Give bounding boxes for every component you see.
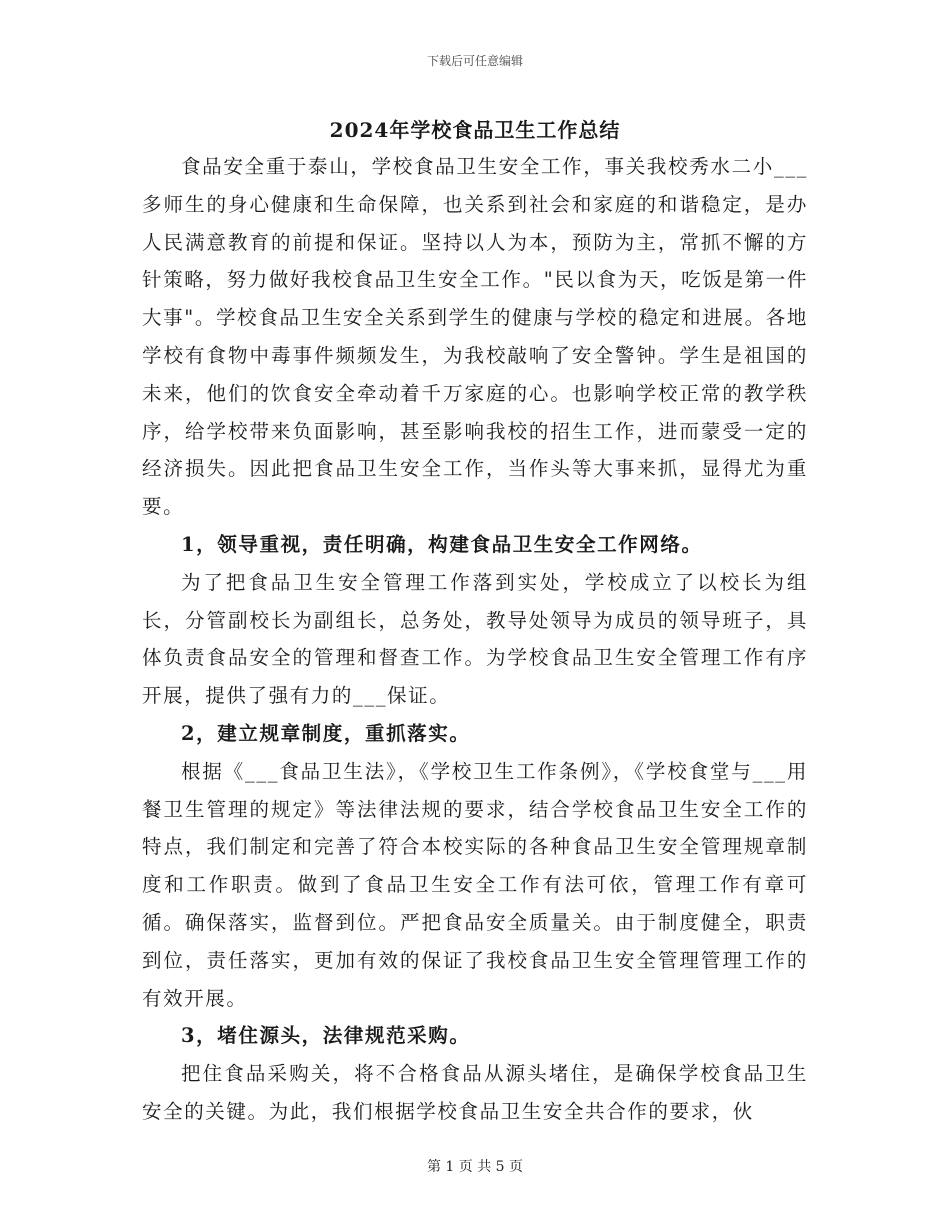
section-heading-2: 2，建立规章制度，重抓落实。 [181,721,471,745]
section-heading-3: 3，堵住源头，法律规范采购。 [181,1024,471,1048]
section-heading-1: 1，领导重视，责任明确，构建食品卫生安全工作网络。 [181,532,703,556]
section-paragraph-1: 为了把食品卫生安全管理工作落到实处，学校成立了以校长为组长，分管副校长为副组长，总务处，教导处领导为成员的领导班子，具体负责食品安全的管理和督查工作。为学校食品卫生安全管理工作有序开展，提供了强有力的___保证。 [142,570,808,708]
page-number: 第 1 页 共 5 页 [426,1159,524,1175]
section-paragraph-2: 根据《___食品卫生法》，《学校卫生工作条例》，《学校食堂与___用餐卫生管理的规定》等法律法规的要求，结合学校食品卫生安全工作的特点，我们制定和完善了符合本校实际的各种食品卫生安全管理规章制度和工作职责。做到了食品卫生安全工作有法可依，管理工作有章可循。确保落实，监督到位。严把食品安全质量关。由于制度健全，职责到位，责任落实，更加有效的保证了我校食品卫生安全管理管理工作的有效开展。 [142,759,808,1010]
download-note: 下载后可任意编辑 [426,54,523,68]
document-body [142,148,808,1131]
section-paragraph-3: 把住食品采购关，将不合格食品从源头堵住，是确保学校食品卫生安全的关键。为此，我们根据学校食品卫生安全共合作的要求，伙 [142,1062,808,1123]
intro-paragraph: 食品安全重于泰山，学校食品卫生安全工作，事关我校秀水二小___多师生的身心健康和生命保障，也关系到社会和家庭的和谐稳定，是办人民满意教育的前提和保证。坚持以人为本，预防为主，常抓不懈的方针策略，努力做好我校食品卫生安全工作。"民以食为天，吃饭是第一件大事"。学校食品卫生安全关系到学生的健康与学校的稳定和进展。各地学校有食物中毒事件频频发生，为我校敲响了安全警钟。学生是祖国的未来，他们的饮食安全牵动着千万家庭的心。也影响学校正常的教学秩序，给学校带来负面影响，甚至影响我校的招生工作，进而蒙受一定的经济损失。因此把食品卫生安全工作，当作头等大事来抓，显得尤为重要。 [142,155,808,519]
document-title: 2024年学校食品卫生工作总结 [329,118,621,142]
